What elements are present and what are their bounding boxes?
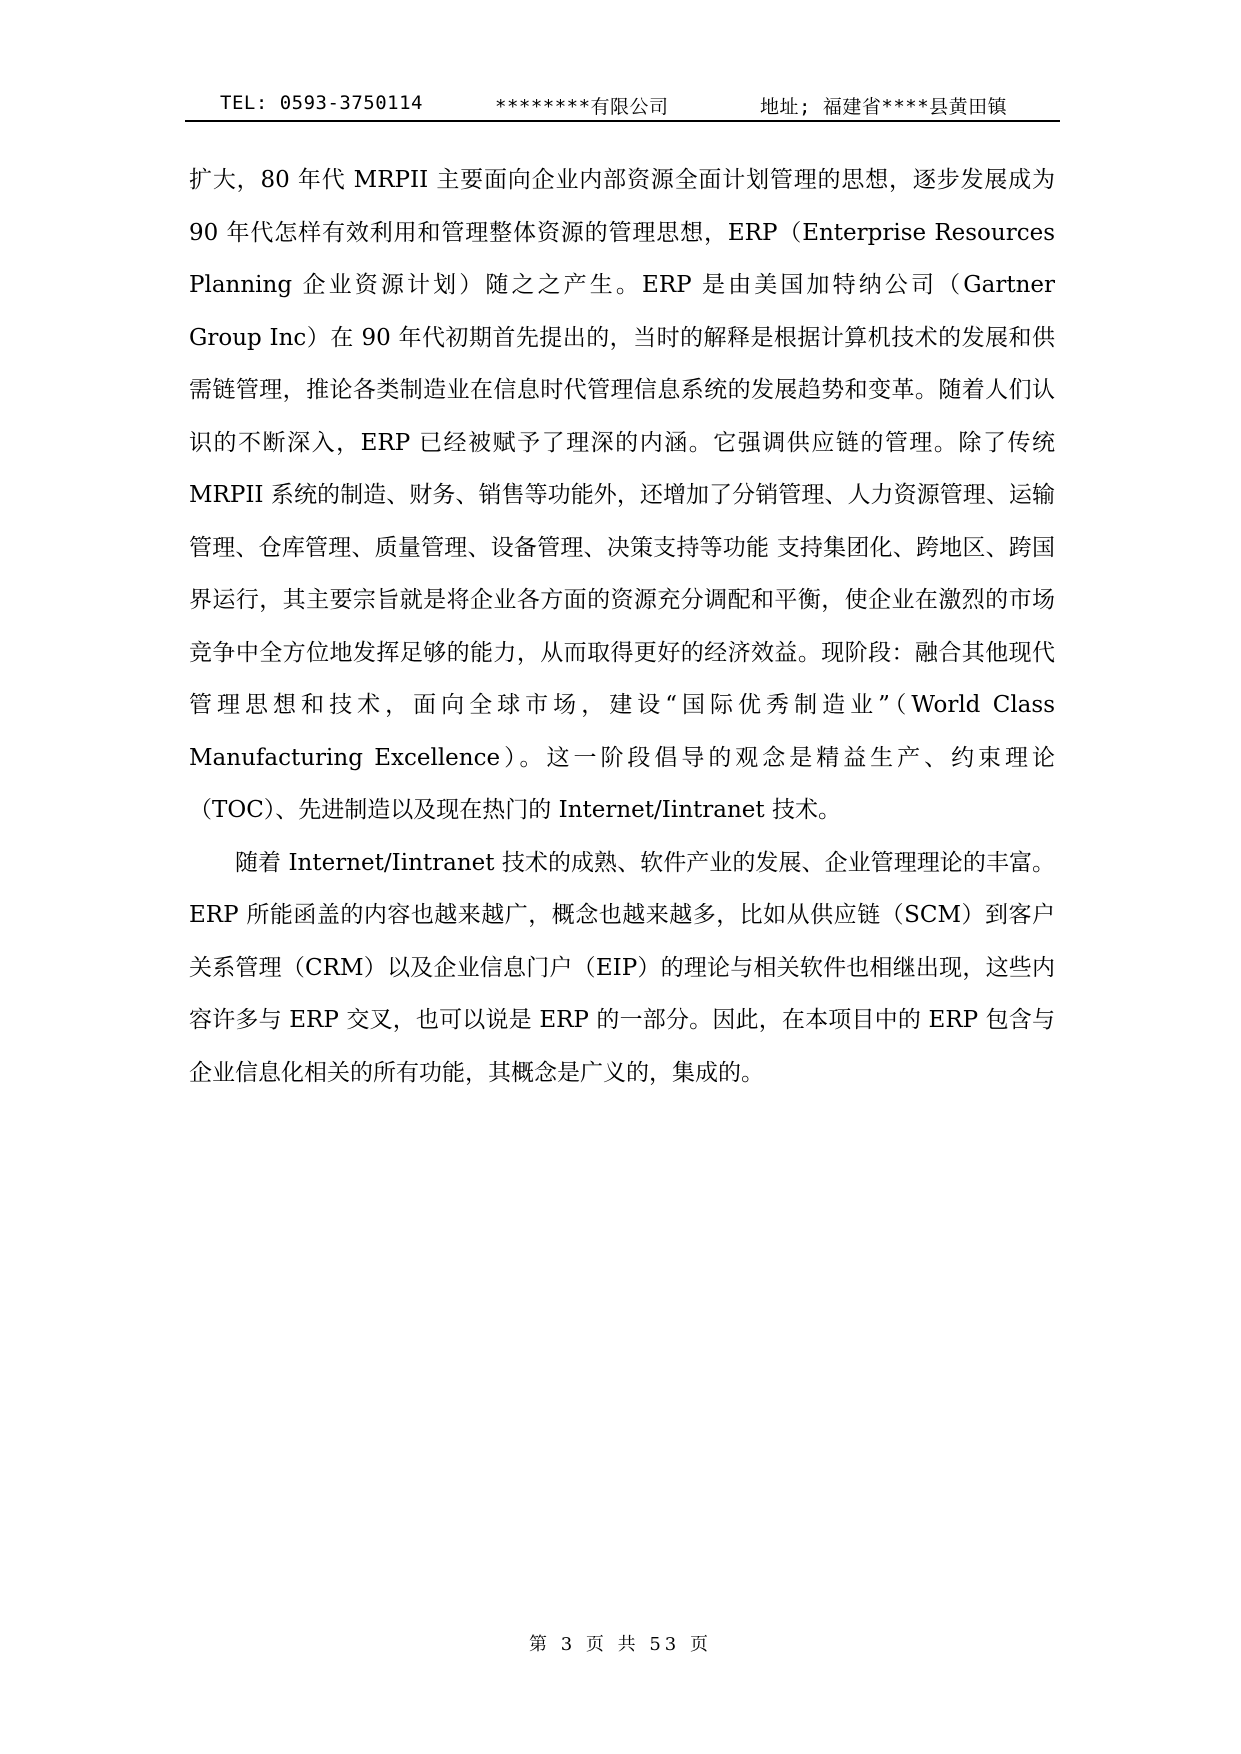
header-address: 地址; 福建省****县黄田镇 — [760, 96, 1008, 118]
page-header — [185, 88, 1060, 122]
body-paragraph: 扩大，80 年代 MRPII 主要面向企业内部资源全面计划管理的思想，逐步发展成为 90 年代怎样有效利用和管理整体资源的管理思想，ERP（Enterprise Resources Planning 企业资源计划）随之之产生。ERP 是由美国加特纳公司（Gartner Group Inc）在 90 年代初期首先提出的，当时的解释是根据计算机技术的发展和供需链管理，推论各类制造业在信息时代管理信息系统的发展趋势和变革。随着人们认识的不断深入，ERP 已经被赋予了理深的内涵。它强调供应链的管理。除了传统 MRPII 系统的制造、财务、销售等功能外，还增加了分销管理、人力资源管理、运输管理、仓库管理、质量管理、设备管理、决策支持等功能 支持集团化、跨地区、跨国界运行，其主要宗旨就是将企业各方面的资源充分调配和平衡，使企业在激烈的市场竞争中全方位地发挥足够的能力，从而取得更好的经济效益。现阶段：融合其他现代管理思想和技术，面向全球市场，建设“国际优秀制造业”（World Class Manufacturing Excellence）。这一阶段倡导的观念是精益生产、约束理论（TOC）、先进制造以及现在热门的 Internet/Iintranet 技术。 — [189, 167, 1055, 823]
page-number-footer: 第 3 页 共 53 页 — [529, 1634, 712, 1655]
header-telephone: TEL: 0593-3750114 — [220, 92, 423, 114]
document-body — [189, 154, 1055, 1099]
body-paragraph: 随着 Internet/Iintranet 技术的成熟、软件产业的发展、企业管理理论的丰富。ERP 所能函盖的内容也越来越广，概念也越来越多，比如从供应链（SCM）到客户关系管理（CRM）以及企业信息门户（EIP）的理论与相关软件也相继出现，这些内容许多与 ERP 交叉，也可以说是 ERP 的一部分。因此，在本项目中的 ERP 包含与企业信息化相关的所有功能，其概念是广义的，集成的。 — [189, 849, 1055, 1086]
header-company-name: ********有限公司 — [495, 96, 669, 118]
